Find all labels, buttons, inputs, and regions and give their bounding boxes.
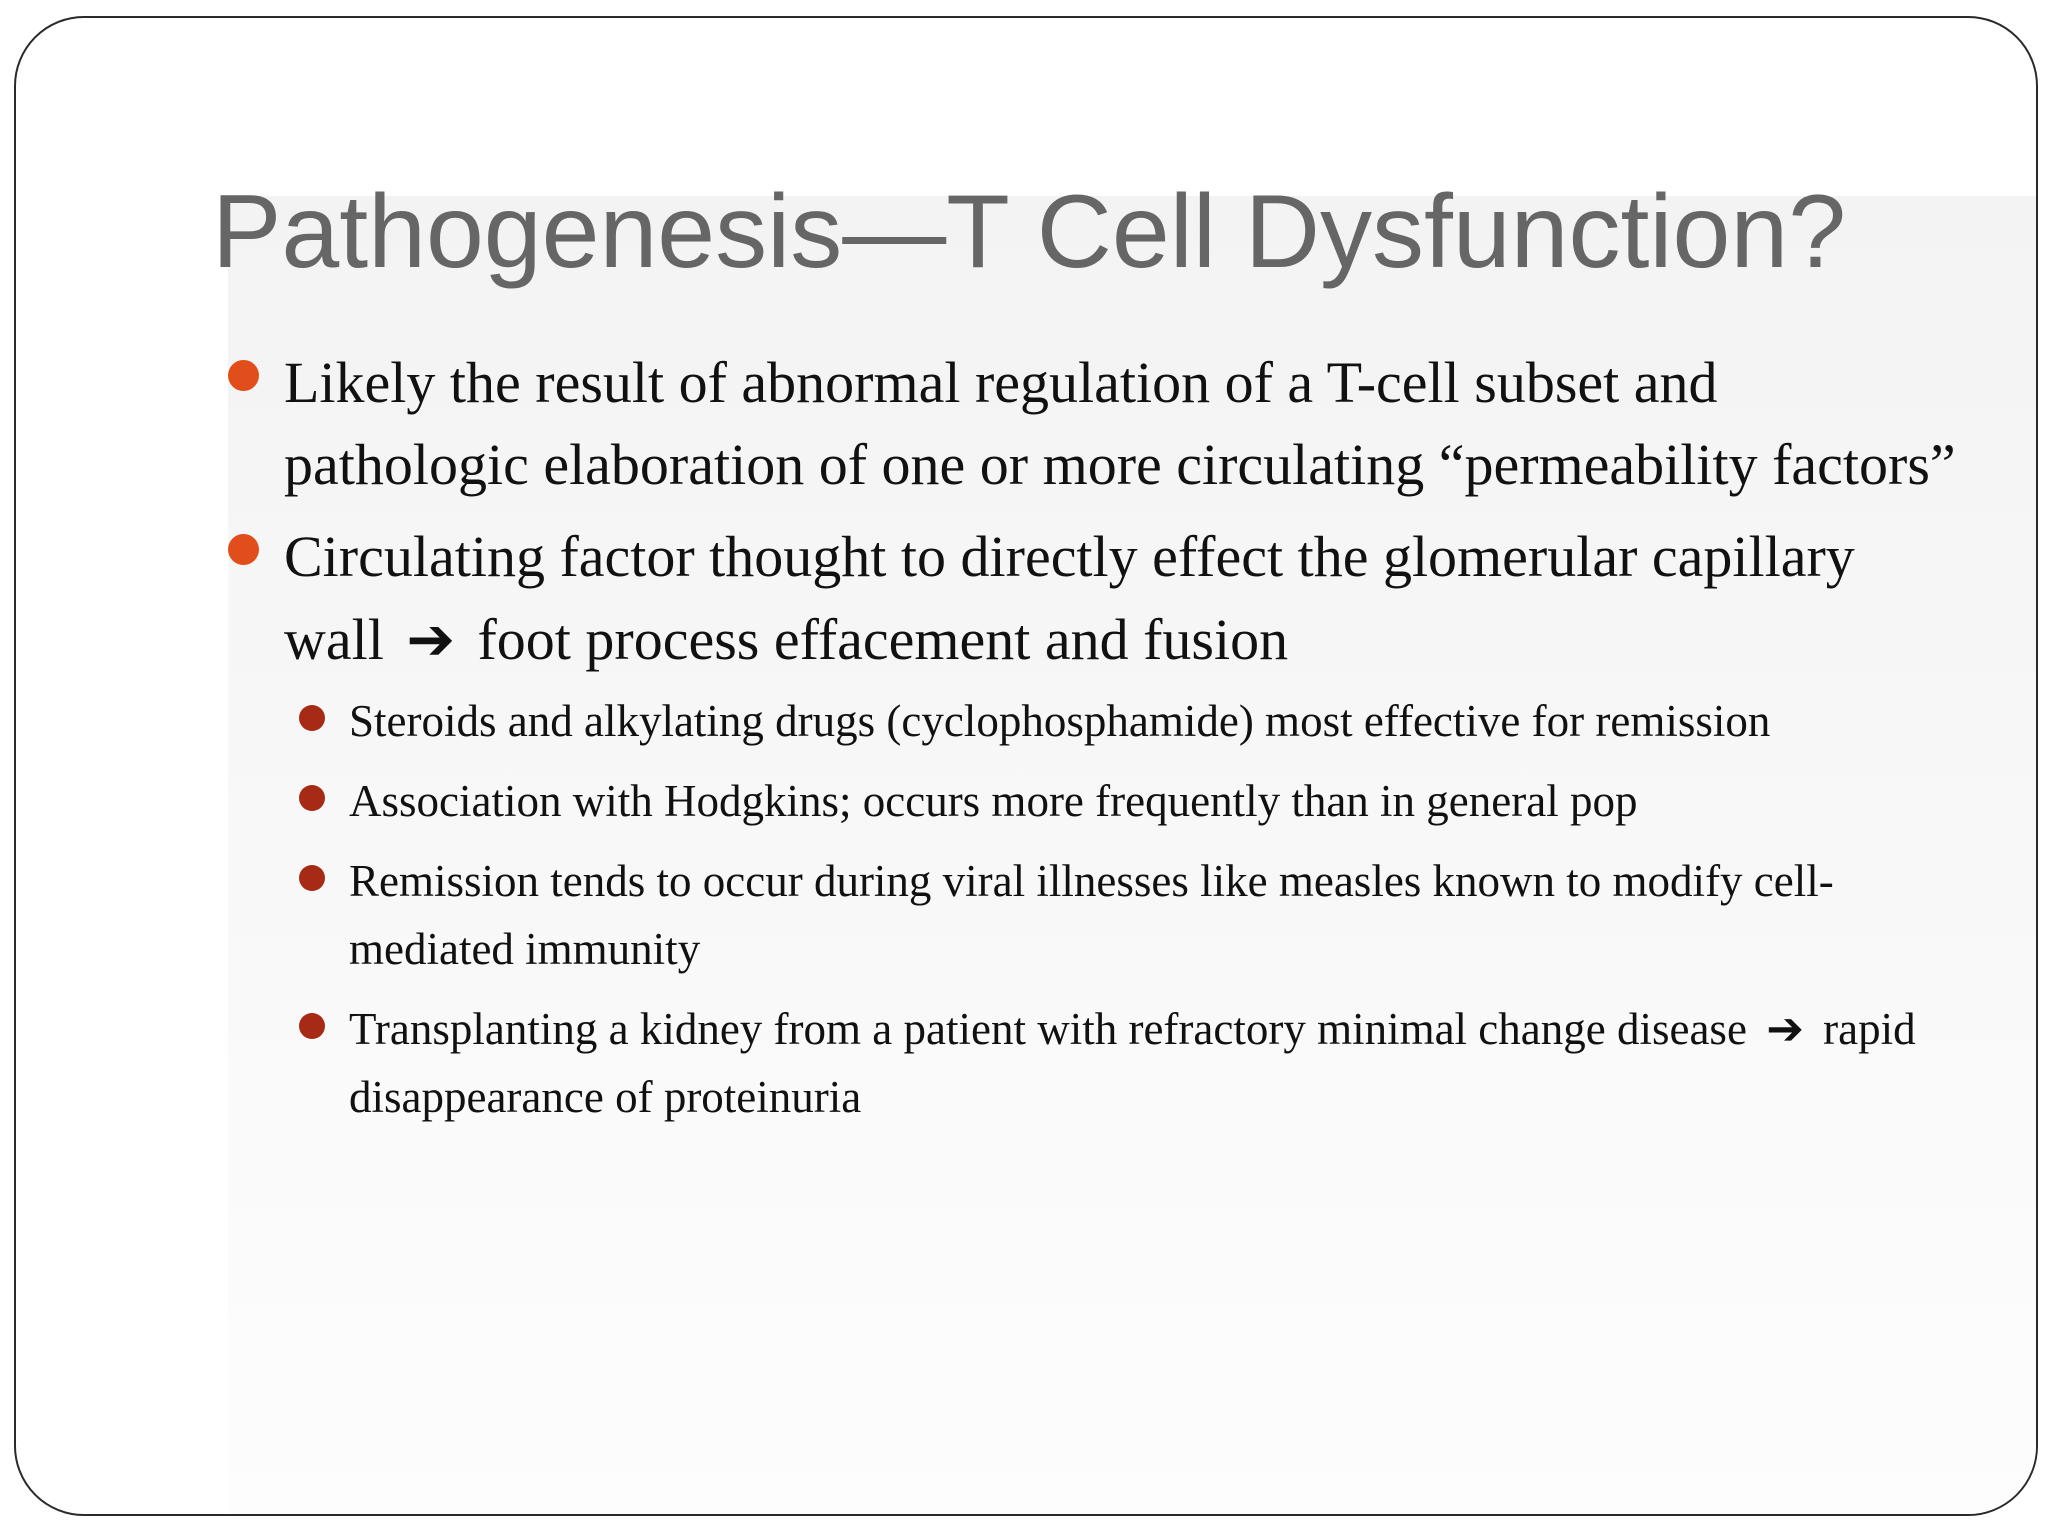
right-arrow-icon: ➔ [406, 605, 455, 673]
sub-bullet-text: Remission tends to occur during viral illnesses like measles known to modify cell-mediated immunity [349, 856, 1834, 974]
bullet-text: Circulating factor thought to directly effect the glomerular capillary wall [284, 524, 1855, 672]
sub-bullet-text: Transplanting a kidney from a patient with refractory minimal change disease [349, 1004, 1747, 1054]
bullet-list [212, 342, 1962, 1143]
sub-bullet-item [349, 767, 1949, 835]
bullet-dot-icon [228, 534, 259, 565]
sub-bullet-dot-icon [299, 705, 325, 731]
right-arrow-icon: ➔ [1766, 1002, 1804, 1055]
bullet-dot-icon [228, 360, 259, 391]
bullet-text: foot process effacement and fusion [477, 607, 1289, 672]
sub-bullet-text: rapid disappearance of proteinuria [349, 1004, 1916, 1122]
sub-bullet-dot-icon [299, 1013, 325, 1039]
sub-bullet-item [349, 687, 1949, 755]
bullet-item [212, 516, 1962, 681]
sub-bullet-item [349, 995, 1949, 1131]
sub-bullet-item [349, 847, 1949, 983]
sub-bullet-text: Steroids and alkylating drugs (cyclophosphamide) most effective for remission [349, 696, 1771, 746]
bullet-text: Likely the result of abnormal regulation of a T-cell subset and pathologic elaboration of one or more circulating “permeability factors” [284, 350, 1956, 497]
bullet-item [212, 342, 1962, 506]
sub-bullet-dot-icon [299, 785, 325, 811]
slide-title: Pathogenesis—T Cell Dysfunction? [212, 174, 1847, 290]
sub-bullet-dot-icon [299, 865, 325, 891]
sub-bullet-text: Association with Hodgkins; occurs more frequently than in general pop [349, 776, 1638, 826]
